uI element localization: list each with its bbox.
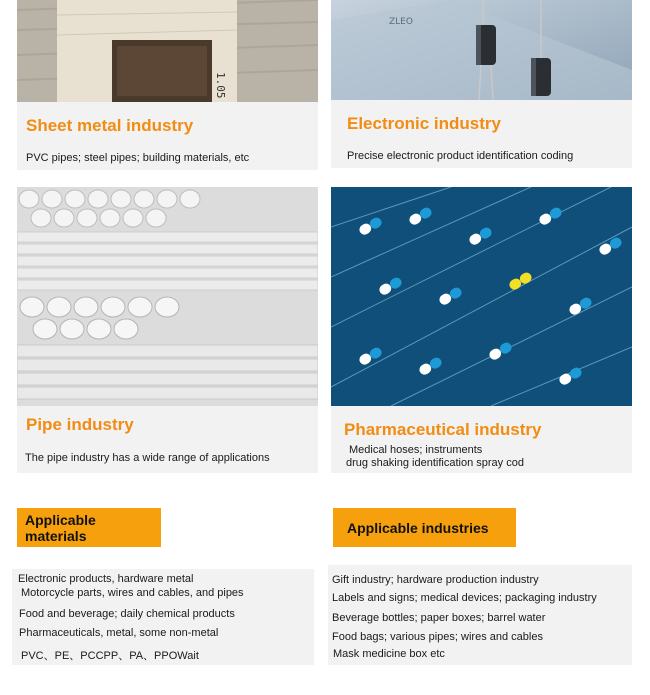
list-item: Food and beverage; daily chemical products — [19, 608, 235, 620]
list-item: Mask medicine box etc — [333, 648, 445, 660]
card-desc: Medical hoses; instruments — [349, 444, 483, 456]
list-item: Beverage bottles; paper boxes; barrel water — [332, 612, 546, 624]
list-item: PVC、PE、PCCPP、PA、PPOWait — [21, 650, 199, 662]
card-title: Sheet metal industry — [26, 116, 194, 135]
list-item: Food bags; various pipes; wires and cables — [332, 631, 543, 643]
card-title: Pipe industry — [26, 415, 134, 434]
applicable-industries-label: Applicable industries — [333, 508, 516, 547]
card-desc: Precise electronic product identification coding — [347, 150, 574, 162]
capsules-photo — [331, 187, 632, 406]
card-desc: drug shaking identification spray cod — [346, 457, 524, 469]
card-title: Electronic industry — [347, 114, 501, 133]
card-desc: PVC pipes; steel pipes; building materials, etc — [26, 152, 250, 164]
wood-sheet-photo — [17, 0, 318, 102]
list-item: Gift industry; hardware production industry — [332, 574, 539, 586]
ruler-mark-text: 1.05 — [214, 72, 227, 99]
list-item: Labels and signs; medical devices; packaging industry — [332, 592, 597, 604]
applicable-materials-label: Applicable materials — [17, 508, 161, 547]
list-item: Electronic products, hardware metal — [18, 573, 194, 585]
pvc-pipes-photo — [17, 187, 318, 406]
list-item: Pharmaceuticals, metal, some non-metal — [19, 627, 219, 639]
capacitor-photo — [331, 0, 632, 100]
list-item: Motorcycle parts, wires and cables, and pipes — [21, 587, 244, 599]
board-text: ZLEO — [389, 17, 413, 27]
card-title: Pharmaceutical industry — [344, 420, 542, 439]
card-desc: The pipe industry has a wide range of applications — [25, 452, 270, 464]
